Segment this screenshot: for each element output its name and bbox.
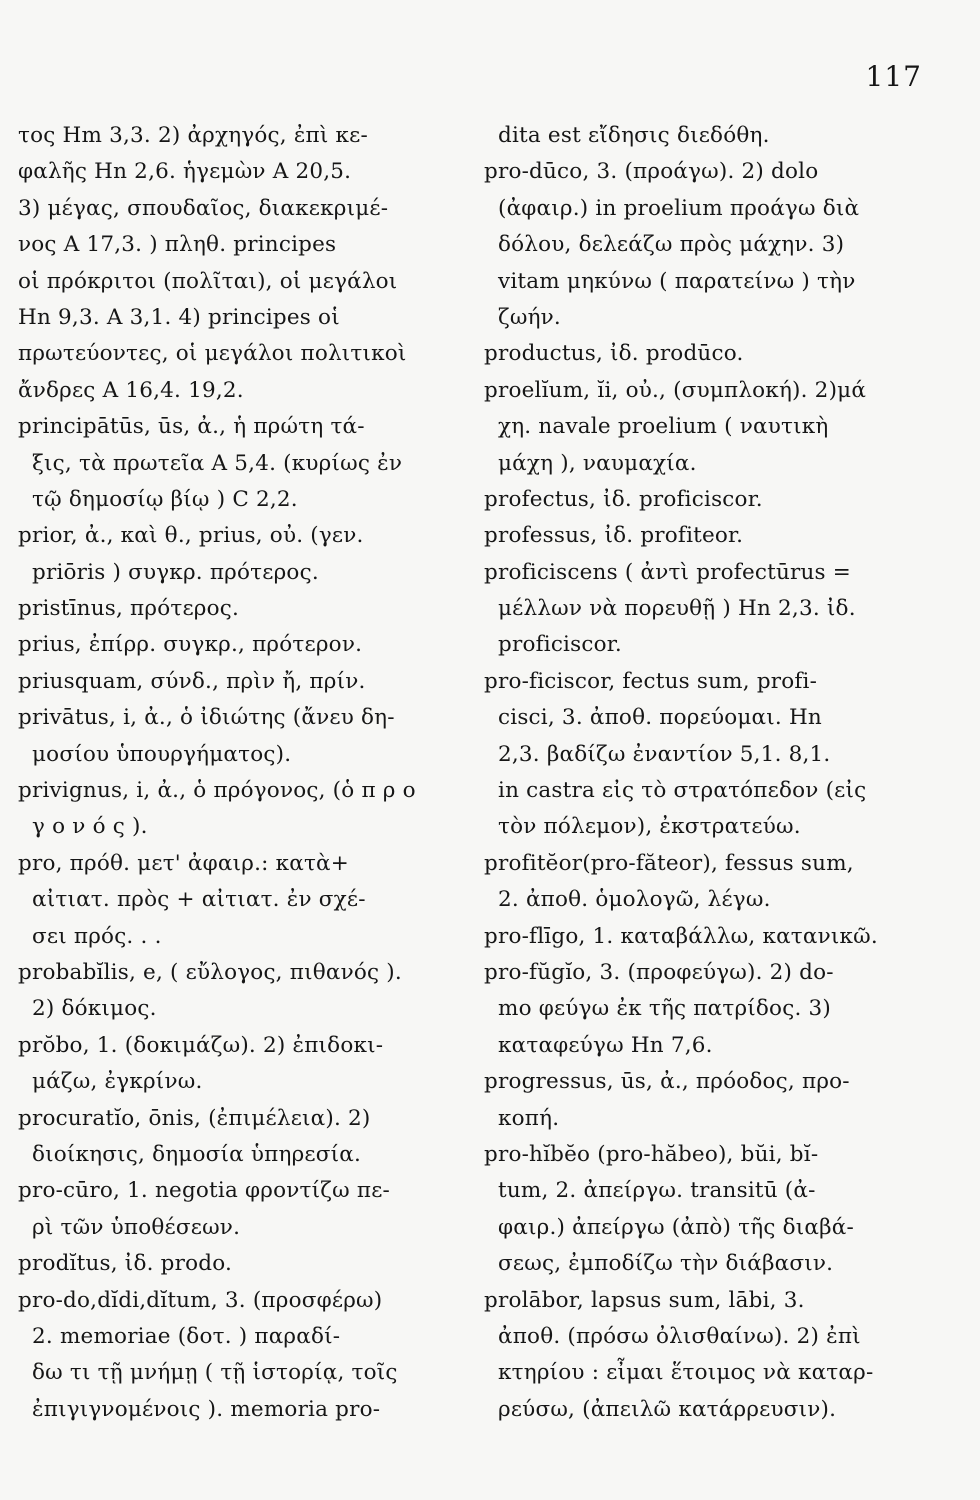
right-column xyxy=(484,118,930,1428)
right-column-line: pro-ficiscor, fectus sum, profi- xyxy=(484,668,818,694)
right-column-line: 2,3. βαδίζω ἐναντίον 5,1. 8,1. xyxy=(498,741,831,767)
left-column-line: ρὶ τῶν ὑποθέσεων. xyxy=(32,1214,241,1240)
left-column-line: ἄνδρες A 16,4. 19,2. xyxy=(18,377,244,403)
right-column-line: proficiscens ( ἀντὶ profectūrus = xyxy=(484,559,852,585)
right-column-line: proelĭum, ĭi, οὐ., (συμπλοκή). 2)μά xyxy=(484,377,867,403)
left-column-line: νος A 17,3. ) πληθ. principes xyxy=(18,232,337,258)
left-column-line: τος Hm 3,3. 2) ἀρχηγός, ἐπὶ κε- xyxy=(18,123,368,148)
left-column xyxy=(18,118,466,1428)
left-column-line: priusquam, σύνδ., πρὶν ἤ, πρίν. xyxy=(18,668,366,694)
right-column-line: 2. ἀποθ. ὁμολογῶ, λέγω. xyxy=(498,887,771,913)
right-column-line: pro-flīgo, 1. καταβάλλω, κατανικῶ. xyxy=(484,923,878,949)
left-column-line: pro-cūro, 1. negotia φροντίζω πε- xyxy=(18,1178,391,1204)
left-column-line: prodĭtus, ἰδ. prodo. xyxy=(18,1251,233,1277)
right-column-line: cisci, 3. ἀποθ. πορεύομαι. Hn xyxy=(498,705,822,731)
left-column-line: prŏbo, 1. (δοκιμάζω). 2) ἐπιδοκι- xyxy=(18,1032,384,1058)
left-column-line: privātus, i, ἀ., ὁ ἰδιώτης (ἄνευ δη- xyxy=(18,705,395,731)
right-column-line: ρεύσω, (ἀπειλῶ κατάρρευσιν). xyxy=(498,1396,837,1422)
right-column-line: proficiscor. xyxy=(498,632,622,658)
right-column-line: productus, ἰδ. prodūco. xyxy=(484,341,744,367)
left-column-line: διοίκησις, δημοσία ὑπηρεσία. xyxy=(32,1141,362,1167)
left-column-line: priōris ) συγκρ. πρότερος. xyxy=(32,559,319,585)
right-column-line: profitĕor(pro-fătеor), fessus sum, xyxy=(484,850,854,876)
right-column-line: ἀποθ. (πρόσω ὀλισθαίνω). 2) ἐπὶ xyxy=(498,1323,861,1349)
left-column-line: probabĭlis, e, ( εὔλογος, πιθανός ). xyxy=(18,959,402,985)
right-column-line: χη. navale proelium ( ναυτικὴ xyxy=(498,414,829,440)
right-column-line: φαιρ.) ἀπείργω (ἀπὸ) τῆς διαβά- xyxy=(498,1214,854,1240)
left-column-line: pristīnus, πρότερος. xyxy=(18,596,240,622)
right-column-line: καταφεύγω Hn 7,6. xyxy=(498,1032,713,1058)
right-column-line: tum, 2. ἀπείργω. transitū (ἀ- xyxy=(498,1178,816,1204)
left-column-line: 3) μέγας, σπουδαῖος, διακεκριμέ- xyxy=(18,195,389,221)
right-column-line: pro-dūco, 3. (προάγω). 2) dolo xyxy=(484,159,819,185)
left-column-line: μάζω, ἐγκρίνω. xyxy=(32,1069,203,1095)
left-column-line: οἱ πρόκριτοι (πολῖται), οἱ μεγάλοι xyxy=(18,268,398,294)
right-column-line: mo φεύγω ἐκ τῆς πατρίδος. 3) xyxy=(498,996,831,1022)
right-column-line: σεως, ἐμποδίζω τὴν διάβασιν. xyxy=(498,1251,834,1277)
right-column-line: professus, ἰδ. profiteor. xyxy=(484,523,744,549)
left-column-line: procuratĭo, ōnis, (ἐπιμέλεια). 2) xyxy=(18,1105,371,1131)
left-column-line: pro, πρόθ. μετ' ἀφαιρ.: κατὰ+ xyxy=(18,850,349,876)
right-column-line: profectus, ἰδ. proficiscor. xyxy=(484,486,763,512)
left-column-line: γ ο ν ό ς ). xyxy=(32,814,148,840)
left-column-line: ἐπιγιγνομένοις ). memoria pro- xyxy=(32,1396,381,1422)
left-column-line: φαλῆς Hn 2,6. ἡγεμὼν A 20,5. xyxy=(18,159,352,185)
right-column-line: vitam μηκύνω ( παρατείνω ) τὴν xyxy=(498,268,856,294)
left-column-line: prior, ἀ., καὶ θ., prius, οὐ. (γεν. xyxy=(18,523,364,549)
left-column-line: 2. memoriae (δοτ. ) παραδί- xyxy=(32,1323,341,1349)
left-column-line: pro-do,dĭdi,dĭtum, 3. (προσφέρω) xyxy=(18,1287,383,1313)
right-column-line: dita est εἴδησις διεδόθη. xyxy=(498,123,770,148)
right-column-line: in castra εἰς τὸ στρατόπεδον (εἰς xyxy=(498,778,867,804)
left-column-line: 2) δόκιμος. xyxy=(32,996,157,1022)
right-column-line: μέλλων νὰ πορευθῇ ) Hn 2,3. ἰδ. xyxy=(498,596,856,622)
left-column-line: δω τι τῇ μνήμῃ ( τῇ ἱστορίᾳ, τοῖς xyxy=(32,1360,398,1386)
right-column-line: progressus, ūs, ἀ., πρόοδος, προ- xyxy=(484,1069,850,1095)
left-column-line: ξις, τὰ πρωτεῖα A 5,4. (κυρίως ἐν xyxy=(32,450,403,476)
left-column-line: principātūs, ūs, ἀ., ἡ πρώτη τά- xyxy=(18,414,365,440)
left-column-line: τῷ δημοσίῳ βίῳ ) C 2,2. xyxy=(32,486,298,512)
right-column-line: κοπή. xyxy=(498,1105,560,1131)
right-column-line: pro-fŭgĭo, 3. (προφεύγω). 2) do- xyxy=(484,959,834,985)
left-column-line: πρωτεύοντες, οἱ μεγάλοι πολιτικοὶ xyxy=(18,341,407,367)
right-column-line: κτηρίου : εἶμαι ἕτοιμος νὰ καταρ- xyxy=(498,1360,874,1386)
page-number: 117 xyxy=(865,60,922,93)
right-column-line: τὸν πόλεμον), ἐκστρατεύω. xyxy=(498,814,801,840)
left-column-line: Hn 9,3. A 3,1. 4) principes οἱ xyxy=(18,304,340,330)
left-column-line: σει πρός. . . xyxy=(32,923,162,949)
right-column-line: δόλου, δελεάζω πρὸς μάχην. 3) xyxy=(498,232,845,258)
left-column-line: privignus, i, ἀ., ὁ πρόγονος, (ὁ π ρ ο xyxy=(18,778,416,804)
right-column-line: μάχη ), ναυμαχία. xyxy=(498,450,697,476)
left-column-line: μοσίου ὑπουργήματος). xyxy=(32,741,292,767)
right-column-line: ζωήν. xyxy=(498,304,561,330)
right-column-line: pro-hĭbĕo (pro-hăbeo), bŭi, bĭ- xyxy=(484,1141,819,1167)
right-column-line: prolābor, lapsus sum, lābi, 3. xyxy=(484,1287,805,1313)
left-column-line: αἰτιατ. πρὸς + αἰτιατ. ἐν σχέ- xyxy=(32,887,366,913)
right-column-line: (ἀφαιρ.) in proelium προάγω διὰ xyxy=(498,195,860,221)
left-column-line: prius, ἐπίρρ. συγκρ., πρότερον. xyxy=(18,632,363,658)
